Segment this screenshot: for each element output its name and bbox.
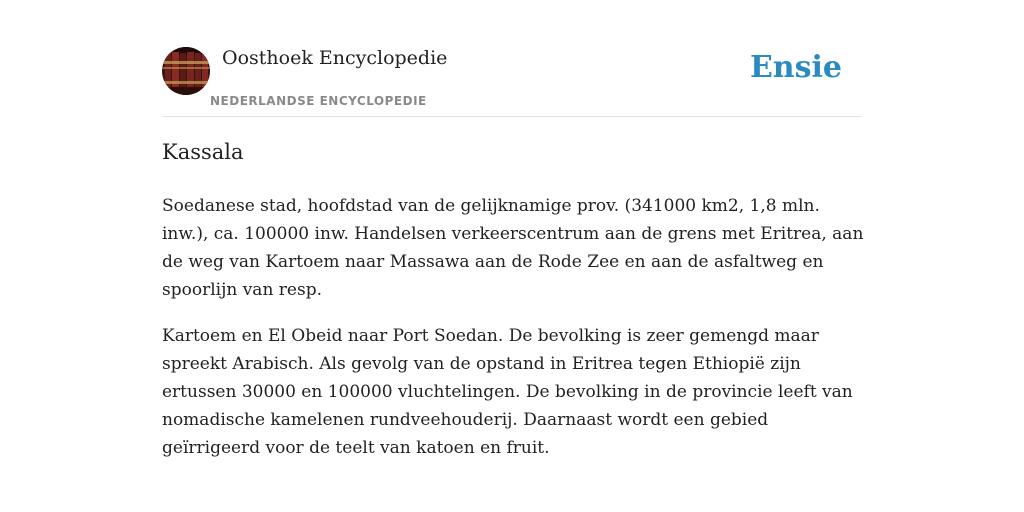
source-subtitle: NEDERLANDSE ENCYCLOPEDIE (210, 94, 427, 108)
article-paragraph: Kartoem en El Obeid naar Port Soedan. De bevolking is zeer gemengd maar spreekt Arabisch. Als gevolg van de opstand in Eritrea tegen Ethiopië zijn ertussen 30000 en 100000 vluchtelingen. De bevolking in de provincie leeft van nomadische kamelenen rundveehouderij. Daarnaast wordt een gebied geïrrigeerd voor de teelt van katoen en fruit. (162, 326, 853, 458)
source-avatar[interactable] (162, 47, 210, 95)
source-header (162, 44, 862, 117)
article-title: Kassala (162, 140, 244, 164)
encyclopedia-books-icon (162, 47, 210, 95)
article-paragraph: Soedanese stad, hoofdstad van de gelijknamige prov. (341000 km2, 1,8 mln. inw.), ca. 100000 inw. Handelsen verkeerscentrum aan de grens met Eritrea, aan de weg van Kartoem naar Massawa aan de Rode Zee en aan de asfaltweg en spoorlijn van resp. (162, 196, 864, 300)
brand-logo[interactable]: Ensie (749, 50, 842, 85)
source-name[interactable]: Oosthoek Encyclopedie (222, 47, 448, 69)
article-body (162, 192, 867, 480)
